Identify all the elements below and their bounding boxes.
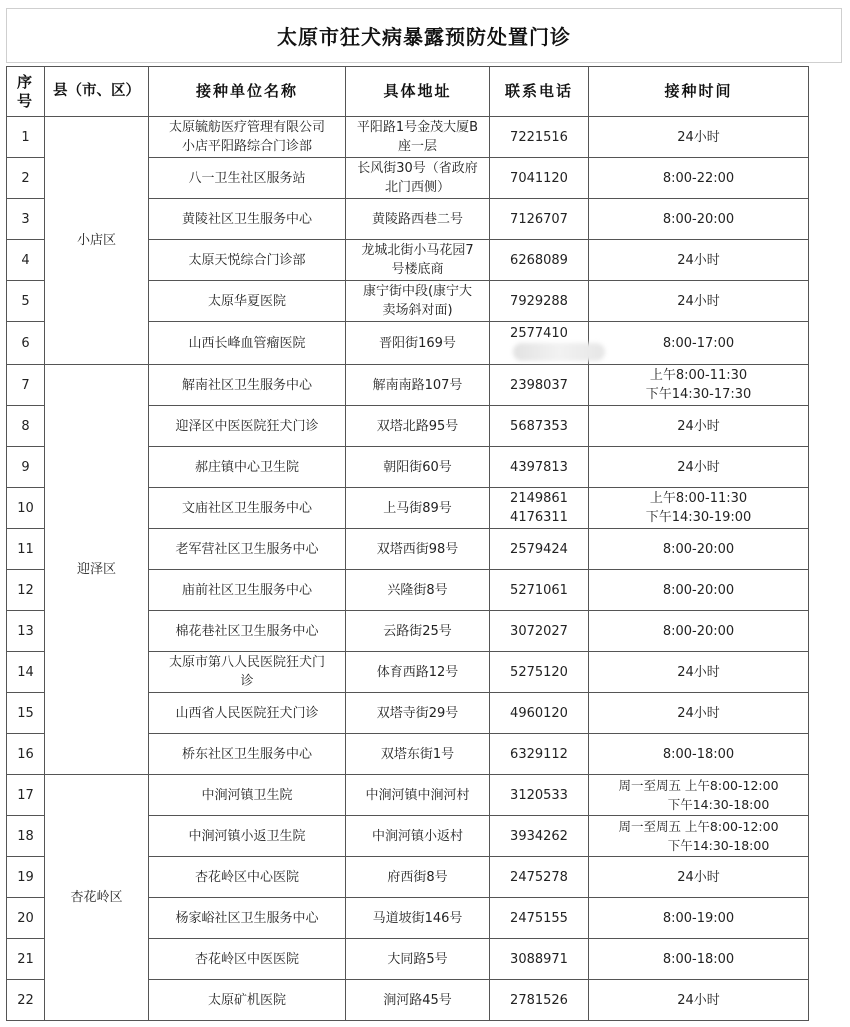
unit-cell: [149, 158, 346, 199]
phone-cell-line: 3088971: [510, 951, 568, 967]
time-cell-line: 8:00-19:00: [662, 910, 735, 926]
time-cell-line: 8:00-20:00: [662, 623, 735, 639]
time-cell-line: 下午14:30-19:00: [645, 510, 752, 525]
address-cell-line: 云路街25号: [383, 623, 452, 639]
unit-cell-line: 解南社区卫生服务中心: [181, 377, 312, 393]
address-cell: [346, 652, 490, 693]
unit-cell-line: 黄陵社区卫生服务中心: [181, 211, 312, 227]
table-body: [7, 117, 809, 1021]
unit-cell: [149, 406, 346, 447]
time-cell-line: 8:00-20:00: [662, 582, 735, 598]
unit-cell-line: 庙前社区卫生服务中心: [181, 582, 312, 598]
time-cell: [589, 980, 809, 1021]
table-header-row: [7, 67, 809, 117]
address-cell: [346, 158, 490, 199]
time-cell-line: 8:00-18:00: [662, 746, 735, 762]
unit-cell: [149, 365, 346, 406]
row-number: 8: [7, 406, 45, 447]
row-number: 11: [7, 529, 45, 570]
phone-cell-line: 2577410: [510, 326, 568, 341]
time-cell: [589, 693, 809, 734]
unit-cell: [149, 857, 346, 898]
county-cell: 迎泽区: [45, 365, 149, 775]
phone-cell-line: 3120533: [510, 787, 568, 803]
row-number: 12: [7, 570, 45, 611]
phone-cell: [490, 980, 589, 1021]
phone-cell-line: 2475278: [510, 869, 568, 885]
unit-cell-line: 诊: [240, 674, 254, 689]
phone-cell: [490, 406, 589, 447]
address-cell-line: 黄陵路西巷二号: [371, 211, 463, 227]
time-cell: [589, 775, 809, 816]
header-unit: 接种单位名称: [149, 67, 346, 117]
phone-cell-line: 4960120: [510, 705, 568, 721]
address-cell-line: 体育西路12号: [376, 664, 459, 680]
county-cell: 小店区: [45, 117, 149, 365]
unit-cell: [149, 898, 346, 939]
address-cell: [346, 980, 490, 1021]
phone-cell-line: 4397813: [510, 459, 568, 475]
time-cell: [589, 734, 809, 775]
phone-cell-line: 6329112: [510, 746, 568, 762]
unit-cell-line: 山西省人民医院狂犬门诊: [175, 705, 319, 721]
unit-cell-line: 杏花岭区中心医院: [194, 869, 299, 885]
row-number: 7: [7, 365, 45, 406]
phone-cell: [490, 199, 589, 240]
row-number: 4: [7, 240, 45, 281]
time-cell: [589, 857, 809, 898]
phone-cell: [490, 365, 589, 406]
unit-cell-line: 八一卫生社区服务站: [188, 170, 306, 186]
time-cell-line: 24小时: [677, 705, 720, 721]
time-cell: [589, 281, 809, 322]
address-cell-line: 双塔西街98号: [376, 541, 459, 557]
time-cell: [589, 816, 809, 857]
phone-cell: [490, 117, 589, 158]
time-cell-line: 24小时: [677, 869, 720, 885]
time-cell-line: 8:00-20:00: [662, 541, 735, 557]
time-cell-line: 上午8:00-11:30: [649, 491, 748, 506]
address-cell-line: 双塔东街1号: [380, 746, 455, 762]
document-title: 太原市狂犬病暴露预防处置门诊: [6, 8, 842, 63]
unit-cell-line: 太原毓舫医疗管理有限公司: [168, 120, 325, 135]
redaction-blur: [513, 343, 605, 361]
time-cell-line: 24小时: [677, 992, 720, 1008]
unit-cell-line: 郝庄镇中心卫生院: [194, 459, 299, 475]
address-cell-line: 卖场斜对面): [382, 303, 453, 318]
address-cell: [346, 322, 490, 365]
time-cell: [589, 406, 809, 447]
phone-cell: [490, 611, 589, 652]
address-cell-line: 中涧河镇中涧河村: [365, 787, 470, 803]
time-cell: [589, 117, 809, 158]
unit-cell-line: 山西长峰血管瘤医院: [188, 335, 306, 351]
phone-cell-line: 2149861: [510, 491, 568, 506]
row-number: 14: [7, 652, 45, 693]
row-number: 19: [7, 857, 45, 898]
address-cell-line: 中涧河镇小返村: [371, 828, 463, 844]
unit-cell: [149, 652, 346, 693]
time-cell: [589, 939, 809, 980]
phone-cell: [490, 898, 589, 939]
header-address: 具体地址: [346, 67, 490, 117]
address-cell-line: 兴隆街8号: [387, 582, 448, 598]
unit-cell: [149, 611, 346, 652]
phone-cell-line: 4176311: [510, 510, 568, 525]
address-cell: [346, 898, 490, 939]
row-number: 22: [7, 980, 45, 1021]
phone-cell: [490, 775, 589, 816]
unit-cell-line: 太原天悦综合门诊部: [188, 252, 306, 268]
row-number: 20: [7, 898, 45, 939]
unit-cell-line: 迎泽区中医医院狂犬门诊: [175, 418, 319, 434]
time-cell: [589, 529, 809, 570]
address-cell-line: 晋阳街169号: [379, 335, 456, 351]
address-cell: [346, 199, 490, 240]
unit-cell-line: 桥东社区卫生服务中心: [181, 746, 312, 762]
address-cell: [346, 775, 490, 816]
phone-cell: [490, 693, 589, 734]
unit-cell: [149, 816, 346, 857]
unit-cell-line: 太原矿机医院: [207, 992, 286, 1008]
time-cell: [589, 570, 809, 611]
unit-cell: [149, 734, 346, 775]
unit-cell: [149, 240, 346, 281]
unit-cell-line: 文庙社区卫生服务中心: [181, 500, 312, 516]
row-number: 18: [7, 816, 45, 857]
unit-cell: [149, 322, 346, 365]
row-number: 1: [7, 117, 45, 158]
row-number: 13: [7, 611, 45, 652]
address-cell: [346, 240, 490, 281]
phone-cell-line: 7041120: [510, 170, 568, 186]
time-cell: [589, 365, 809, 406]
address-cell: [346, 857, 490, 898]
time-cell-line: 24小时: [677, 129, 720, 145]
time-cell: [589, 488, 809, 529]
address-cell-line: 双塔寺街29号: [376, 705, 459, 721]
row-number: 16: [7, 734, 45, 775]
address-cell: [346, 488, 490, 529]
time-cell-line: 24小时: [677, 252, 720, 268]
time-cell-line: 24小时: [677, 293, 720, 309]
row-number: 21: [7, 939, 45, 980]
address-cell-line: 双塔北路95号: [376, 418, 459, 434]
row-number: 17: [7, 775, 45, 816]
phone-cell: [490, 570, 589, 611]
unit-cell-line: 中涧河镇小返卫生院: [188, 828, 306, 844]
time-cell-line: 周一至周五 上午8:00-12:00: [618, 778, 779, 793]
time-cell-line: 8:00-18:00: [662, 951, 735, 967]
address-cell: [346, 281, 490, 322]
address-cell: [346, 734, 490, 775]
unit-cell-line: 太原华夏医院: [207, 293, 286, 309]
address-cell: [346, 406, 490, 447]
address-cell-line: 大同路5号: [387, 951, 448, 967]
unit-cell: [149, 281, 346, 322]
address-cell-line: 府西街8号: [387, 869, 448, 885]
table-row: [7, 365, 809, 406]
row-number: 6: [7, 322, 45, 365]
phone-cell-line: 7929288: [510, 293, 568, 309]
time-cell-line: 8:00-20:00: [662, 211, 735, 227]
clinic-table: [6, 66, 809, 1021]
time-cell: [589, 158, 809, 199]
time-cell: [589, 611, 809, 652]
address-cell-line: 解南南路107号: [372, 377, 463, 393]
phone-cell: [490, 734, 589, 775]
time-cell: [589, 898, 809, 939]
address-cell-line: 号楼底商: [391, 262, 444, 277]
unit-cell-line: 杨家峪社区卫生服务中心: [175, 910, 319, 926]
address-cell-line: 座一层: [397, 139, 437, 154]
unit-cell: [149, 570, 346, 611]
phone-cell: [490, 158, 589, 199]
header-phone: 联系电话: [490, 67, 589, 117]
unit-cell: [149, 488, 346, 529]
unit-cell-line: 太原市第八人民医院狂犬门: [168, 655, 325, 670]
address-cell: [346, 529, 490, 570]
time-cell-line: 24小时: [677, 418, 720, 434]
address-cell-line: 长风街30号（省政府: [357, 161, 478, 176]
unit-cell: [149, 447, 346, 488]
row-number: 5: [7, 281, 45, 322]
address-cell: [346, 365, 490, 406]
address-cell: [346, 447, 490, 488]
unit-cell-line: 小店平阳路综合门诊部: [181, 139, 312, 154]
unit-cell: [149, 939, 346, 980]
phone-cell: [490, 281, 589, 322]
time-cell: [589, 322, 809, 365]
address-cell-line: 马道坡街146号: [372, 910, 463, 926]
phone-cell-line: 5687353: [510, 418, 568, 434]
time-cell: [589, 447, 809, 488]
address-cell-line: 康宁街中段(康宁大: [362, 284, 473, 299]
phone-cell-line: 7126707: [510, 211, 568, 227]
unit-cell-line: 棉花巷社区卫生服务中心: [175, 623, 319, 639]
row-number: 15: [7, 693, 45, 734]
table-row: [7, 775, 809, 816]
time-cell-line: 8:00-22:00: [662, 170, 735, 186]
phone-cell: [490, 939, 589, 980]
header-no: 序号: [7, 67, 45, 117]
time-cell: [589, 199, 809, 240]
phone-cell-line: 2398037: [510, 377, 568, 393]
time-cell-line: 24小时: [677, 664, 720, 680]
time-cell-line: 周一至周五 上午8:00-12:00: [618, 819, 779, 834]
address-cell: [346, 816, 490, 857]
time-cell-line: 上午8:00-11:30: [649, 368, 748, 383]
table-row: [7, 117, 809, 158]
phone-cell-line: 7221516: [510, 129, 568, 145]
unit-cell-line: 老军营社区卫生服务中心: [175, 541, 319, 557]
address-cell-line: 龙城北街小马花园7: [361, 243, 474, 258]
row-number: 2: [7, 158, 45, 199]
row-number: 3: [7, 199, 45, 240]
phone-cell: [490, 488, 589, 529]
address-cell: [346, 117, 490, 158]
phone-cell: [490, 857, 589, 898]
phone-cell-line: 5271061: [510, 582, 568, 598]
phone-cell-line: 2781526: [510, 992, 568, 1008]
time-cell-line: 下午14:30-18:00: [667, 797, 770, 812]
phone-cell-line: 5275120: [510, 664, 568, 680]
phone-cell-line: 3934262: [510, 828, 568, 844]
phone-cell: [490, 816, 589, 857]
time-cell: [589, 240, 809, 281]
time-cell-line: 下午14:30-17:30: [645, 387, 752, 402]
address-cell-line: 上马街89号: [383, 500, 452, 516]
phone-cell-line: 6268089: [510, 252, 568, 268]
address-cell: [346, 611, 490, 652]
unit-cell: [149, 117, 346, 158]
phone-cell: [490, 447, 589, 488]
unit-cell: [149, 775, 346, 816]
phone-cell-line: 2579424: [510, 541, 568, 557]
county-cell: 杏花岭区: [45, 775, 149, 1021]
address-cell: [346, 939, 490, 980]
time-cell-line: 8:00-17:00: [662, 335, 735, 351]
unit-cell: [149, 980, 346, 1021]
address-cell-line: 涧河路45号: [383, 992, 452, 1008]
time-cell: [589, 652, 809, 693]
unit-cell-line: 杏花岭区中医医院: [194, 951, 299, 967]
header-county: 县（市、区）: [45, 67, 149, 117]
row-number: 9: [7, 447, 45, 488]
address-cell-line: 朝阳街60号: [383, 459, 452, 475]
unit-cell: [149, 693, 346, 734]
address-cell-line: 北门西侧）: [384, 180, 450, 195]
phone-cell-line: 2475155: [510, 910, 568, 926]
address-cell-line: 平阳路1号金茂大厦B: [356, 120, 479, 135]
row-number: 10: [7, 488, 45, 529]
phone-cell-line: 3072027: [510, 623, 568, 639]
phone-cell: [490, 529, 589, 570]
time-cell-line: 24小时: [677, 459, 720, 475]
phone-cell: [490, 240, 589, 281]
header-time: 接种时间: [589, 67, 809, 117]
unit-cell: [149, 529, 346, 570]
phone-cell: [490, 652, 589, 693]
unit-cell-line: 中涧河镇卫生院: [201, 787, 293, 803]
address-cell: [346, 693, 490, 734]
time-cell-line: 下午14:30-18:00: [667, 838, 770, 853]
address-cell: [346, 570, 490, 611]
unit-cell: [149, 199, 346, 240]
